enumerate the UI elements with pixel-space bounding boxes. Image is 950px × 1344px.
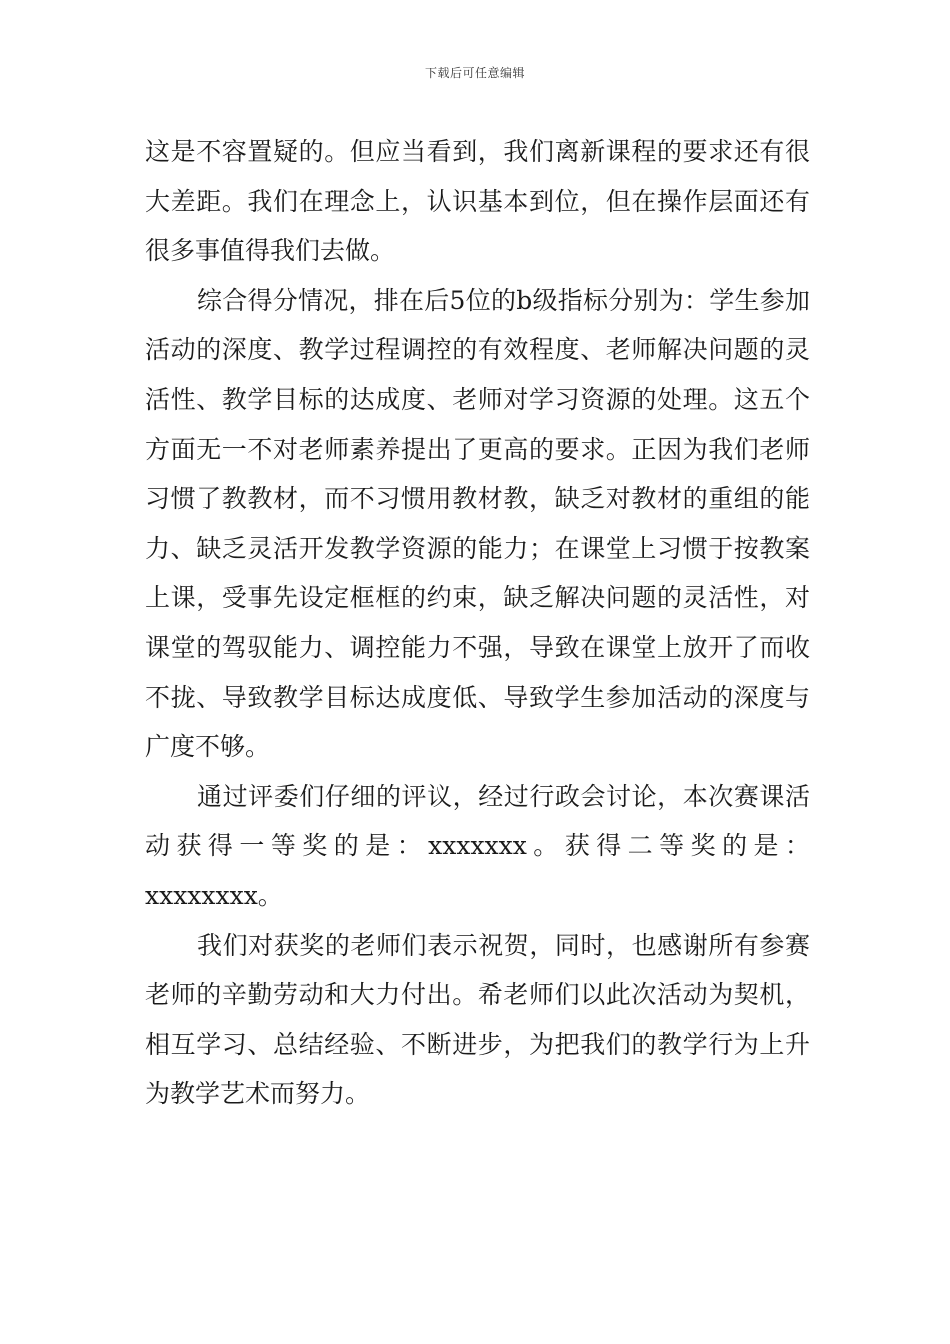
paragraph-2: 综合得分情况，排在后5位的b级指标分别为：学生参加活动的深度、教学过程调控的有效程度、老师解决问题的灵活性、教学目标的达成度、老师对学习资源的处理。这五个方面无一不对老师素养提出了更高的要求。正因为我们老师习惯了教教材，而不习惯用教材教，缺乏对教材的重组的能力、缺乏灵活开发教学资源的能力；在课堂上习惯于按教案上课，受事先设定框框的约束，缺乏解决问题的灵活性，对课堂的驾驭能力、调控能力不强，导致在课堂上放开了而收不拢、导致教学目标达成度低、导致学生参加活动的深度与广度不够。 [145,285,810,762]
document-body [145,127,810,1119]
paragraph-3: 通过评委们仔细的评议，经过行政会讨论，本次赛课活动获得一等奖的是：xxxxxxx。获得二等奖的是：xxxxxxxx。 [145,781,810,910]
page-header: 下载后可任意编辑 [424,66,525,80]
paragraph-4: 我们对获奖的老师们表示祝贺，同时，也感谢所有参赛老师的辛勤劳动和大力付出。希老师们以此次活动为契机，相互学习、总结经验、不断进步，为把我们的教学行为上升为教学艺术而努力。 [145,930,810,1109]
paragraph-1: 这是不容置疑的。但应当看到，我们离新课程的要求还有很大差距。我们在理念上，认识基本到位，但在操作层面还有很多事值得我们去做。 [145,137,810,266]
